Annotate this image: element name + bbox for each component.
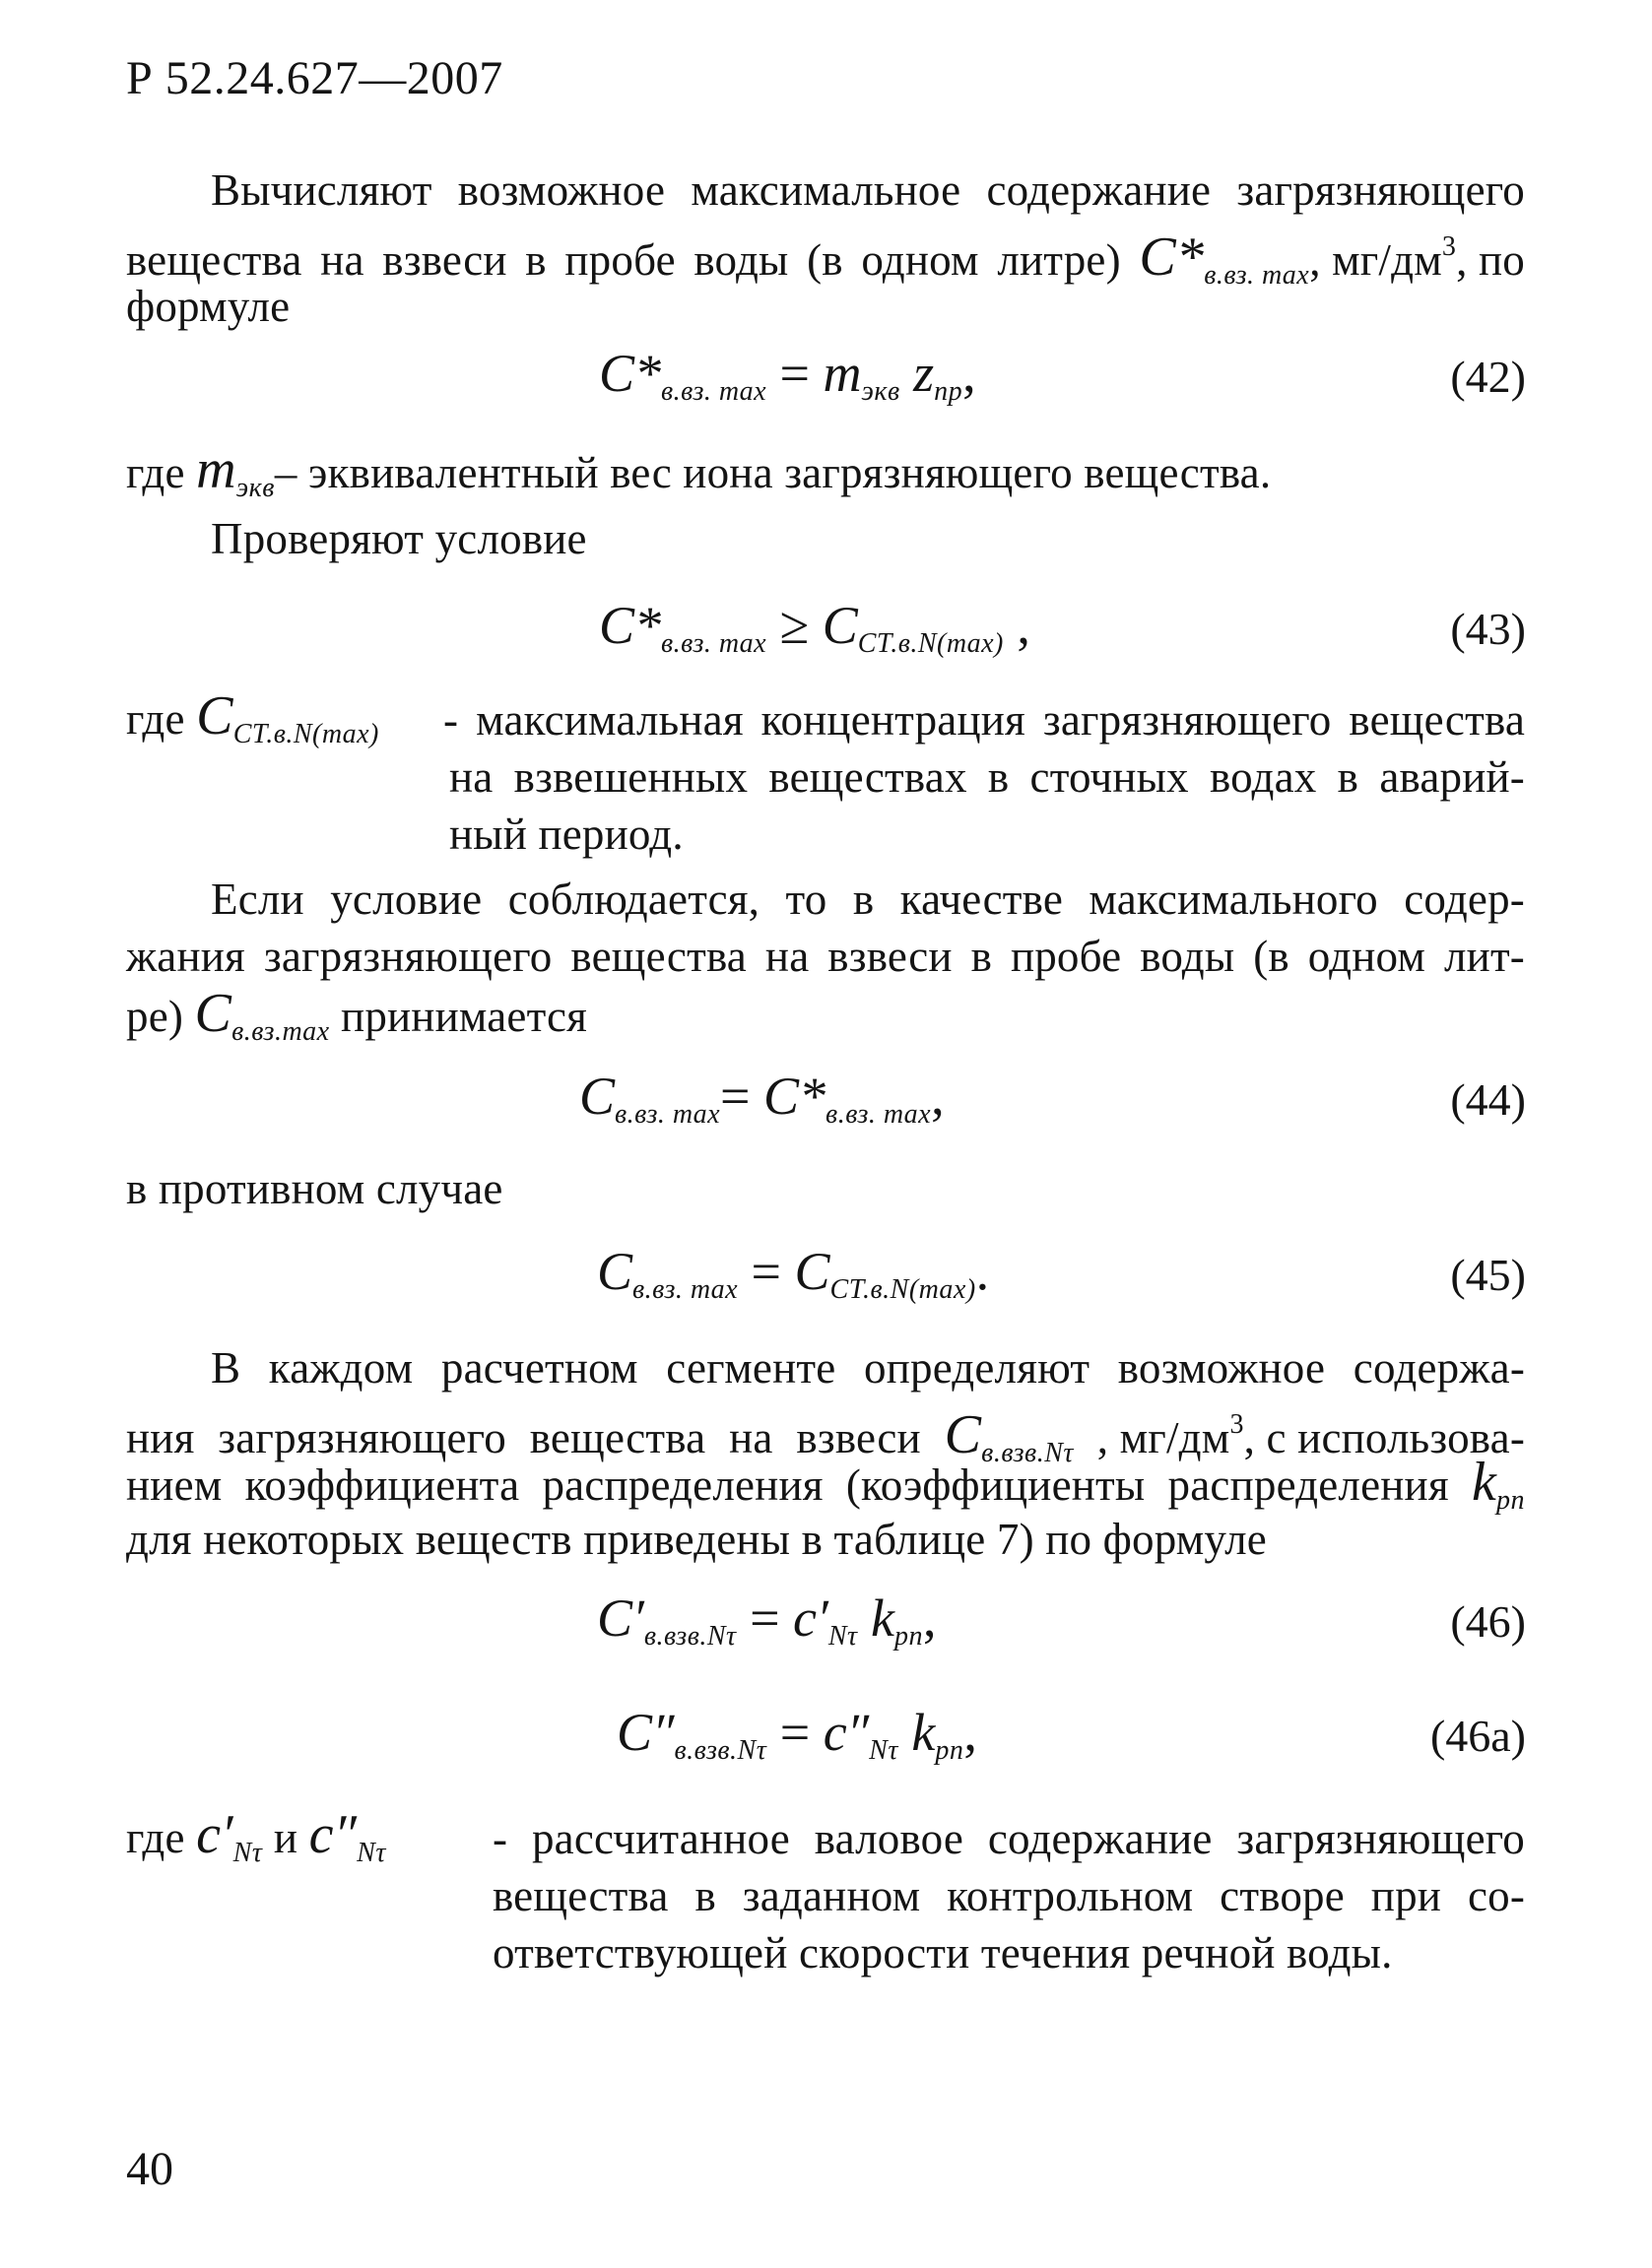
check-condition: Проверяют условие	[211, 514, 587, 563]
where3-line1: - рассчитанное валовое содержание загрязняющего	[493, 1814, 1525, 1863]
p1-tail: , по	[1456, 235, 1526, 285]
p2-line1: Если условие соблюдается, то в качестве максимального содер-	[211, 875, 1525, 924]
where3-and: и	[273, 1813, 298, 1862]
where3-line2: вещества в заданном контрольном створе при со-	[493, 1871, 1525, 1920]
eq46a-c: c″	[823, 1703, 870, 1762]
where3-line3: ответствующей скорости течения речной воды.	[493, 1928, 1393, 1977]
eq46a-C-sub: в.взв.Nτ	[674, 1735, 767, 1766]
where1-m-sub: экв	[235, 473, 275, 503]
equation-44-number: (44)	[1450, 1074, 1526, 1125]
eq43-operator: ≥	[779, 596, 810, 655]
eq46a-end: ,	[963, 1703, 977, 1762]
p3-line2-post: , с использова-	[1243, 1413, 1526, 1462]
p1-line2	[126, 219, 1525, 304]
p1-line2-text: вещества на взвеси в пробе воды (в одном литре)	[126, 235, 1121, 285]
where2-C-sub: СТ.в.N(max)	[232, 719, 379, 749]
eq46-end: ,	[922, 1588, 937, 1648]
eq46-operator: =	[750, 1588, 780, 1648]
eq46a-operator: =	[779, 1703, 811, 1762]
where2-label	[126, 687, 379, 763]
eq46a-k-sub: рп	[935, 1735, 964, 1766]
eq46a-k: k	[911, 1703, 936, 1762]
where3-label	[126, 1806, 386, 1882]
eq43-C2: C	[822, 596, 858, 655]
where2-line1: - максимальная концентрация загрязняющего вещества	[443, 695, 1525, 745]
otherwise-text: в противном случае	[126, 1164, 503, 1213]
where3-c2-sub: Nτ	[357, 1838, 386, 1868]
p1-variable	[1139, 219, 1525, 304]
eq43-C: C*	[599, 596, 662, 655]
eq46-C-sub: в.взв.Nτ	[643, 1621, 737, 1652]
document-header: Р 52.24.627—2007	[126, 52, 503, 104]
equation-45-number: (45)	[1450, 1250, 1526, 1300]
equation-46	[597, 1588, 936, 1652]
where2-C: C	[196, 685, 233, 746]
where-m-ekv	[126, 441, 1271, 517]
where2-line3: ный период.	[449, 810, 684, 859]
page-number: 40	[126, 2143, 173, 2195]
p3-C: C	[944, 1404, 982, 1465]
eq43-end: ,	[1017, 596, 1030, 655]
unit-mg: , мг/дм	[1309, 235, 1442, 285]
p3-unit: , мг/дм	[1096, 1413, 1230, 1462]
p2-line3	[126, 985, 587, 1061]
eq46a-c-sub: Nτ	[869, 1735, 898, 1766]
equation-46-number: (46)	[1450, 1596, 1526, 1647]
p3-k-var	[1472, 1454, 1525, 1529]
p3-line4: для некоторых веществ приведены в таблице 7) по формуле	[126, 1515, 1267, 1564]
where2-word: где	[126, 694, 185, 744]
eq42-operator: =	[779, 344, 811, 403]
eq42-z: z	[913, 344, 935, 403]
equation-44	[579, 1066, 945, 1131]
p2-C-sub: в.вз.max	[231, 1016, 330, 1047]
where1-text: – эквивалентный вес иона загрязняющего вещества.	[274, 448, 1272, 497]
eq46-k: k	[871, 1588, 894, 1648]
p2-line3-post: принимается	[341, 992, 588, 1041]
p2-line2: жания загрязняющего вещества на взвеси в пробе воды (в одном лит-	[126, 932, 1525, 981]
where3-c1-sub: Nτ	[232, 1838, 263, 1868]
eq45-end: .	[975, 1242, 990, 1301]
where3-c1: c′	[196, 1804, 233, 1865]
eq45-C2: C	[794, 1242, 830, 1301]
equation-42	[599, 343, 976, 408]
eq44-C2: C*	[763, 1067, 826, 1126]
p3-k: k	[1471, 1452, 1497, 1513]
eq45-operator: =	[751, 1242, 782, 1301]
p3-line1: В каждом расчетном сегменте определяют возможное содержа-	[211, 1343, 1525, 1393]
eq44-C: C	[579, 1067, 616, 1126]
p3-unit-exponent: 3	[1229, 1409, 1244, 1440]
eq46-c-sub: Nτ	[827, 1621, 858, 1652]
eq43-C-sub: в.вз. max	[661, 628, 767, 659]
eq45-C2-sub: СТ.в.N(max)	[829, 1274, 976, 1305]
eq43-C2-sub: СТ.в.N(max)	[857, 628, 1004, 659]
eq46-c: c′	[793, 1588, 828, 1648]
eq42-z-sub: пр	[934, 376, 963, 407]
eq42-m: m	[823, 344, 862, 403]
eq46a-C: C″	[617, 1703, 675, 1762]
eq42-C-sub: в.вз. max	[661, 376, 767, 407]
where2-line2: на взвешенных веществах в сточных водах в аварий-	[449, 752, 1525, 802]
p3-line2-pre: ния загрязняющего вещества на взвеси	[126, 1413, 921, 1462]
p2-line3-pre: ре)	[126, 992, 184, 1041]
eq44-C-sub: в.вз. max	[615, 1099, 721, 1130]
eq46-C: C′	[597, 1588, 644, 1648]
eq45-C: C	[597, 1242, 633, 1301]
eq46-k-sub: рп	[893, 1621, 923, 1652]
eq44-C2-sub: в.вз. max	[826, 1099, 932, 1130]
eq45-C-sub: в.вз. max	[632, 1274, 739, 1305]
equation-46a-number: (46а)	[1429, 1711, 1526, 1761]
where3-c2: c″	[308, 1804, 358, 1865]
p2-C: C	[194, 983, 232, 1044]
unit-exponent: 3	[1441, 231, 1457, 262]
eq44-end: ,	[931, 1067, 945, 1126]
p3-C-sub: в.взв.Nτ	[981, 1438, 1074, 1468]
equation-43-number: (43)	[1450, 604, 1526, 654]
eq42-C: C*	[599, 344, 662, 403]
where1-m: m	[196, 439, 236, 500]
where3-word: где	[126, 1813, 185, 1862]
where1-word: где	[126, 448, 185, 497]
eq42-m-sub: экв	[861, 376, 900, 407]
eq44-operator: =	[720, 1067, 751, 1126]
eq42-end: ,	[962, 344, 976, 403]
p3-k-sub: рп	[1496, 1485, 1526, 1516]
var-C-star: C*	[1139, 227, 1205, 288]
var-subscript: в.вз. max	[1204, 260, 1310, 291]
p1-line3: формуле	[126, 282, 291, 331]
equation-42-number: (42)	[1450, 352, 1526, 402]
equation-46a	[617, 1702, 977, 1767]
p1-line1: Вычисляют возможное максимальное содержание загрязняющего	[211, 165, 1525, 215]
p3-line3-pre: нием коэффициента распределения (коэффициенты распределения	[126, 1460, 1449, 1510]
equation-43	[599, 595, 1030, 660]
equation-45	[597, 1241, 989, 1306]
